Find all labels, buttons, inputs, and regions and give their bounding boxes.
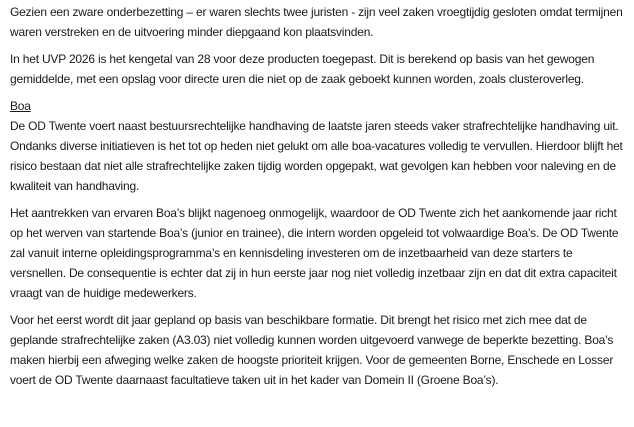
- paragraph-onderbezetting: Gezien een zware onderbezetting – er waren slechts twee juristen - zijn veel zaken vroegtijdig gesloten omdat termijnen waren verstreken en de uitvoering minder diepgaand kon plaatsvinden.: [10, 5, 623, 39]
- section-heading-boa: Boa: [10, 99, 31, 113]
- paragraph-boa-handhaving: De OD Twente voert naast bestuursrechtelijke handhaving de laatste jaren steeds vaker strafrechtelijke handhaving uit. Ondanks diverse initiatieven is het tot op heden niet gelukt om alle boa-vacatures volledig te vervullen. Hierdoor blijft het risico bestaan dat niet alle strafrechtelijke zaken tijdig worden opgepakt, wat gevolgen kan hebben voor naleving en de kwaliteit van handhaving.: [10, 119, 623, 193]
- paragraph-boa-werving: Het aantrekken van ervaren Boa’s blijkt nagenoeg onmogelijk, waardoor de OD Twente zich het aankomende jaar richt op het werven van startende Boa’s (junior en trainee), die intern worden opgeleid tot volwaardige Boa’s. De OD Twente zal vanuit interne opleidingsprogramma’s en kennisdeling investeren om de inzetbaarheid van deze starters te versnellen. De consequentie is echter dat zij in hun eerste jaar nog niet volledig inzetbaar zijn en dat dit extra capaciteit vraagt van de huidige medewerkers.: [10, 206, 619, 300]
- paragraph-planning-formatie: Voor het eerst wordt dit jaar gepland op basis van beschikbare formatie. Dit brengt het risico met zich mee dat de geplande strafrechtelijke zaken (A3.03) niet volledig kunnen worden uitgevoerd vanwege de beperkte bezetting. Boa’s maken hierbij een afweging welke zaken de hoogste prioriteit krijgen. Voor de gemeenten Borne, Enschede en Losser voert de OD Twente daarnaast facultatieve taken uit in het kader van Domein II (Groene Boa’s).: [10, 313, 614, 387]
- paragraph-uvp-2026-kengetal: In het UVP 2026 is het kengetal van 28 voor deze producten toegepast. Dit is berekend op basis van het gewogen gemiddelde, met een opslag voor directe uren die niet op de zaak geboekt kunnen worden, zoals clusteroverleg.: [10, 52, 595, 86]
